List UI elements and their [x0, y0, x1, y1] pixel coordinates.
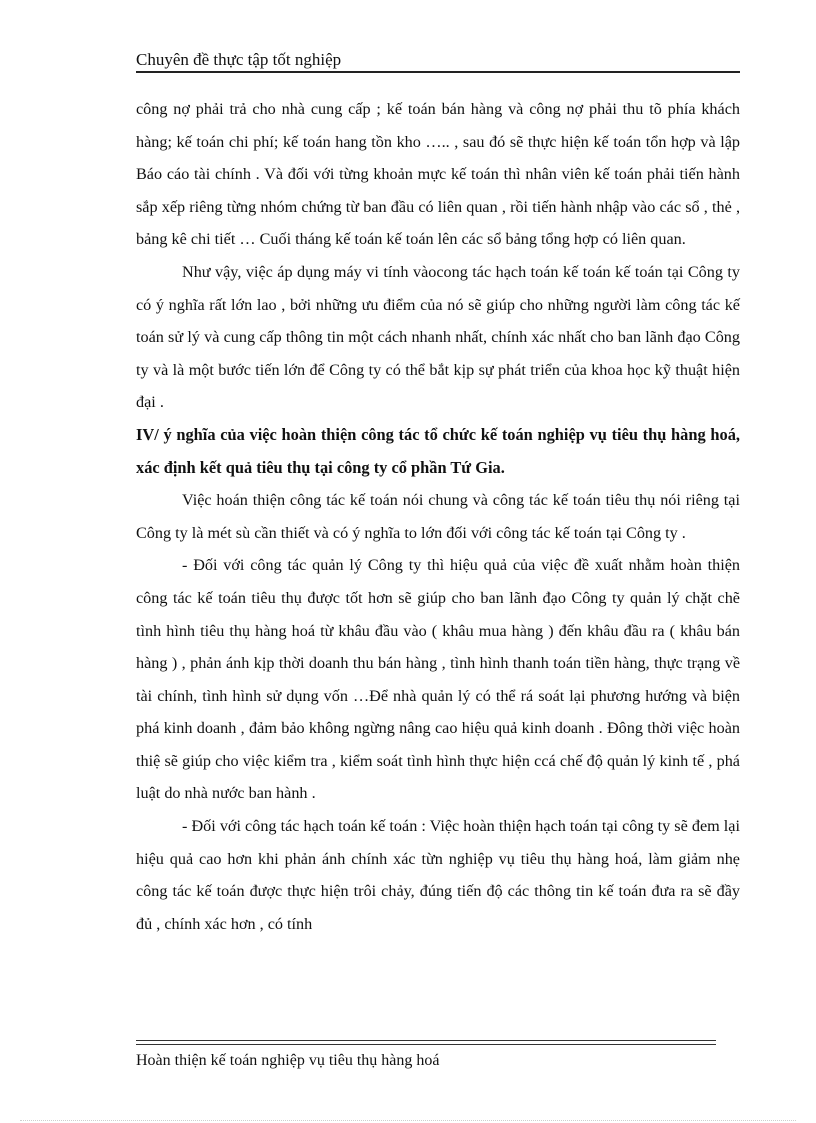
paragraph-significance: Việc hoán thiện công tác kế toán nói chung và công tác kế toán tiêu thụ nói riêng tại Công ty là mét sù cần thiết và có ý nghĩa to lớn đối với công tác kế toán tại Công ty . — [136, 491, 740, 542]
page-header — [136, 49, 740, 71]
paragraph-accounting: - Đối với công tác hạch toán kế toán : Việc hoàn thiện hạch toán tại công ty sẽ đem lại hiệu quả cao hơn khi phản ánh chính xác từn nghiệp vụ tiêu thụ hàng hoá, làm giảm nhẹ công tác kế toán được thực hiện trôi chảy, đúng tiến độ các thông tin kế toán đưa ra sẽ đầy đủ , chính xác hơn , có tính — [136, 817, 740, 933]
header-title: Chuyên đề thực tập tốt nghiệp — [136, 50, 342, 69]
section-heading: IV/ ý nghĩa của việc hoàn thiện công tác tổ chức kế toán nghiệp vụ tiêu thụ hàng hoá, xác định kết quả tiêu thụ tại công ty cổ phần Tứ Gia. — [136, 424, 740, 477]
header-rule — [136, 71, 740, 73]
page-footer — [136, 1040, 716, 1072]
document-body — [136, 93, 740, 940]
page-edge-divider — [20, 1120, 796, 1121]
paragraph-continuation: công nợ phải trả cho nhà cung cấp ; kế toán bán hàng và công nợ phải thu tõ phía khách hàng; kế toán chi phí; kế toán hang tồn kho ….. , sau đó sẽ thực hiện kế toán tổn hợp và lập Báo cáo tài chính . Và đối với từng khoản mực kế toán thì nhân viên kế toán phải tiến hành sắp xếp riêng từng nhóm chứng từ ban đầu có liên quan , rồi tiến hành nhập vào các sổ , thẻ , bảng kê chi tiết … Cuối tháng kế toán kế toán lên các sổ bảng tổng hợp có liên quan. — [136, 100, 740, 249]
footer-title: Hoàn thiện kế toán nghiệp vụ tiêu thụ hàng hoá — [136, 1052, 440, 1069]
footer-rule — [136, 1040, 716, 1045]
paragraph-computer-accounting: Như vậy, việc áp dụng máy vi tính vàocong tác hạch toán kế toán kế toán tại Công ty có ý nghĩa rất lớn lao , bởi những ưu điểm của nó sẽ giúp cho những người làm công tác kế toán sử lý và cung cấp thông tin một cách nhanh nhất, chính xác nhất cho ban lãnh đạo Công ty và là một bước tiến lớn để Công ty có thể bắt kịp sự phát triển của khoa học kỹ thuật hiện đại . — [136, 262, 740, 412]
paragraph-management: - Đối với công tác quản lý Công ty thì hiệu quả của việc đề xuất nhằm hoàn thiện công tác kế toán tiêu thụ được tốt hơn sẽ giúp cho ban lãnh đạo Công ty quản lý chặt chẽ tình hình tiêu thụ hàng hoá từ khâu đầu vào ( khâu mua hàng ) đến khâu đầu ra ( khâu bán hàng ) , phản ánh kịp thời doanh thu bán hàng , tình hình thanh toán tiền hàng, thực trạng về tài chính, tình hình sử dụng vốn …Để nhà quản lý có thể rá soát lại phương hướng và biện phá kinh doanh , đảm bảo không ngừng nâng cao hiệu quả kinh doanh . Đông thời việc hoàn thiệ sẽ giúp cho việc kiểm tra , kiểm soát tình hình thực hiện ccá chế độ quản lý kinh tế , phá luật do nhà nước ban hành . — [136, 556, 740, 803]
